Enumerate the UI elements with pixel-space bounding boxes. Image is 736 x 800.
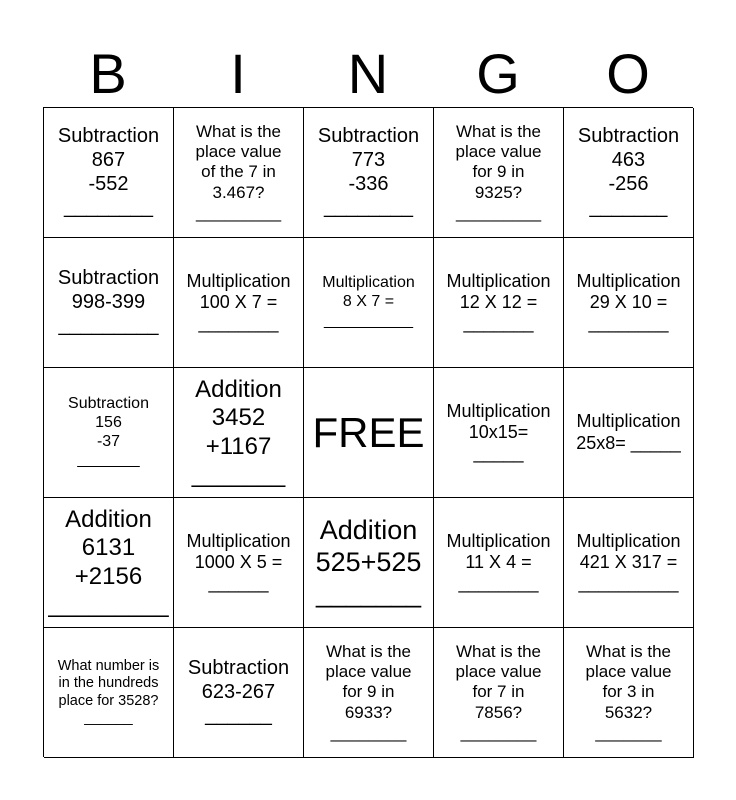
cell-text: Subtraction 463 -256 _______ [577,125,680,219]
bingo-cell [434,628,564,758]
bingo-cell [174,238,304,368]
cell-text: Multiplication 25x8= _____ [576,411,681,453]
cell-text: What is the place value of the 7 in 3.467? _________ [195,122,282,222]
bingo-cell [304,628,434,758]
cell-text: Addition 525+525 _______ [315,514,422,609]
free-label: FREE [312,408,425,456]
header-letter-b: B [89,42,127,105]
bingo-card-grid [43,107,693,757]
bingo-cell [564,498,694,628]
cell-text: Multiplication 1000 X 5 = ______ [186,530,291,594]
cell-text: Multiplication 11 X 4 = ________ [446,530,551,594]
header-letter-g: G [476,42,520,105]
cell-text: Addition 3452 +1167 _______ [191,375,286,488]
header-letter-i: I [230,42,246,105]
header-letter-o: O [606,42,650,105]
header-letter-n: N [347,42,389,105]
cell-text: What number is in the hundreds place for 3528? ______ [57,658,160,726]
bingo-cell [174,368,304,498]
bingo-cell [44,628,174,758]
bingo-cell [44,108,174,238]
bingo-cell [304,498,434,628]
cell-text: Subtraction 998-399 _________ [57,267,160,337]
bingo-cell [434,368,564,498]
bingo-cell [304,108,434,238]
cell-text: Multiplication 421 X 317 = __________ [576,530,681,594]
cell-text: Multiplication 100 X 7 = ________ [186,270,291,334]
cell-text: What is the place value for 9 in 6933? ________ [325,642,412,742]
cell-text: Multiplication 29 X 10 = ________ [576,270,681,334]
bingo-cell [44,368,174,498]
cell-text: Addition 6131 +2156 _________ [48,505,169,618]
cell-text: What is the place value for 7 in 7856? ________ [455,642,542,742]
cell-text: Multiplication 8 X 7 = __________ [322,274,415,329]
bingo-cell [174,108,304,238]
cell-text: Subtraction 623-267 ______ [187,657,290,727]
bingo-cell [564,238,694,368]
bingo-cell [564,368,694,498]
cell-text: Subtraction 773 -336 ________ [317,125,420,219]
cell-text: What is the place value for 3 in 5632? _______ [585,642,672,742]
bingo-cell [564,628,694,758]
bingo-cell [304,238,434,368]
bingo-cell [434,108,564,238]
bingo-cell [564,108,694,238]
bingo-cell [44,498,174,628]
bingo-cell [434,238,564,368]
cell-text: What is the place value for 9 in 9325? _________ [455,122,542,222]
bingo-cell [174,498,304,628]
free-space [304,368,434,498]
cell-text: Multiplication 10x15= _____ [446,400,551,464]
cell-text: Multiplication 12 X 12 = _______ [446,270,551,334]
cell-text: Subtraction 867 -552 ________ [57,125,160,219]
bingo-cell [434,498,564,628]
bingo-header [43,40,693,108]
cell-text: Subtraction 156 -37 _______ [68,394,149,469]
bingo-cell [44,238,174,368]
bingo-cell [174,628,304,758]
